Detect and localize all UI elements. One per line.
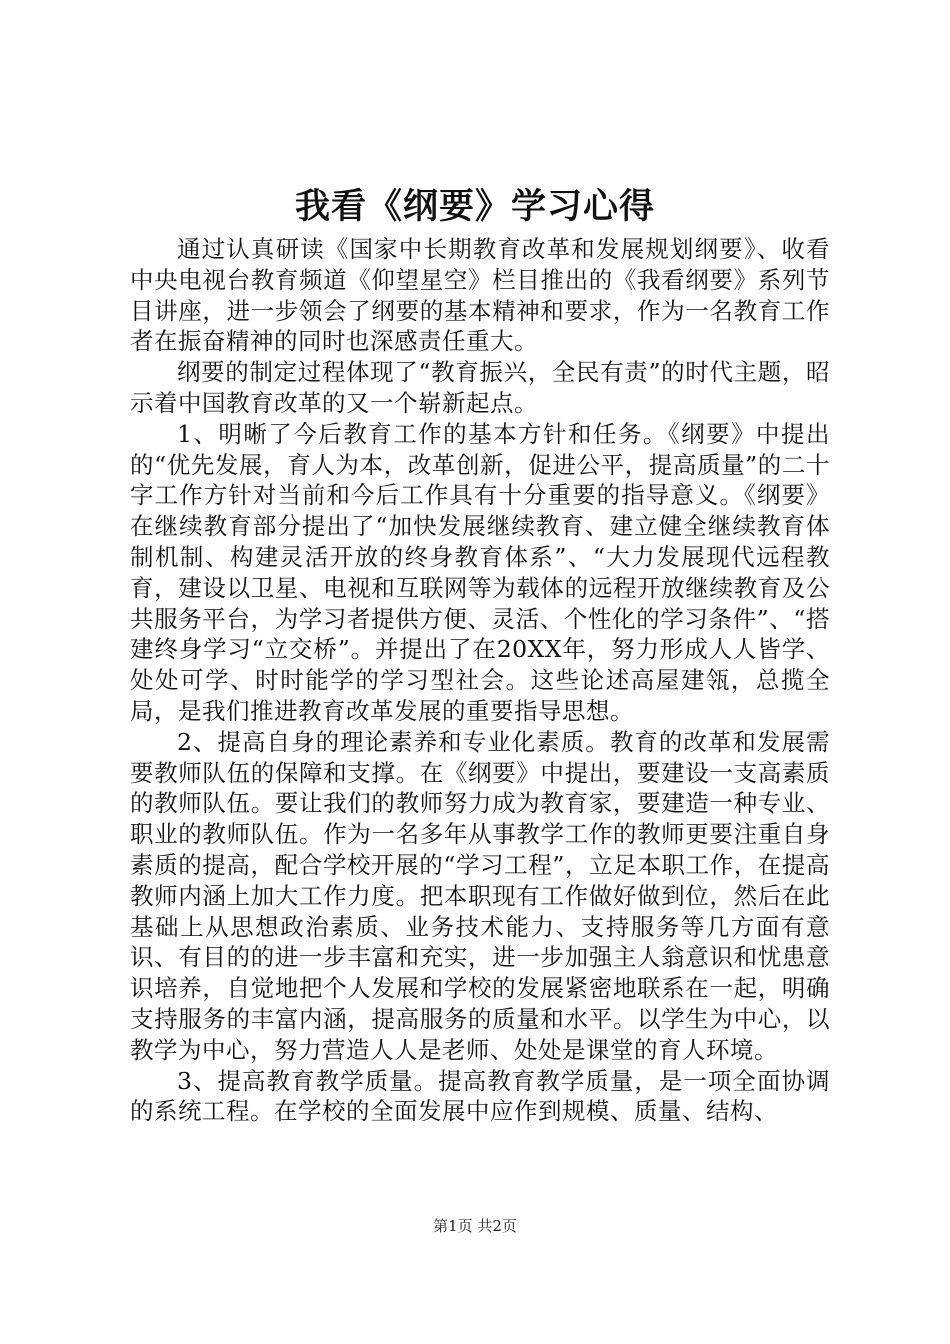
paragraph-point-3: 3、提高教育教学质量。提高教育教学质量，是一项全面协调的系统工程。在学校的全面发展中应作到规模、质量、结构、 (130, 1066, 830, 1126)
document-title: 我看《纲要》学习心得 (294, 186, 655, 227)
paragraph-point-1: 1、明晰了今后教育工作的基本方针和任务。《纲要》中提出的“优先发展，育人为本，改革创新，促进公平，提高质量”的二十字工作方针对当前和今后工作具有十分重要的指导意义。《纲要》在继续教育部分提出了“加快发展继续教育、建立健全继续教育体制机制、构建灵活开放的终身教育体系”、“大力发展现代远程教育，建设以卫星、电视和互联网等为载体的远程开放继续教育及公共服务平台，为学习者提供方便、灵活、个性化的学习条件”、“搭建终身学习“立交桥”。并提出了在20XX年，努力形成人人皆学、处处可学、时时能学的学习型社会。这些论述高屋建瓴，总揽全局，是我们推进教育改革发展的重要指导思想。 (130, 419, 830, 725)
paragraph-theme: 纲要的制定过程体现了“教育振兴，全民有责”的时代主题，昭示着中国教育改革的又一个崭新起点。 (130, 358, 830, 417)
paragraph-point-2: 2、提高自身的理论素养和专业化素质。教育的改革和发展需要教师队伍的保障和支撑。在《纲要》中提出，要建设一支高素质的教师队伍。要让我们的教师努力成为教育家，要建造一种专业、职业的教师队伍。作为一名多年从事教学工作的教师更要注重自身素质的提高，配合学校开展的“学习工程”，立足本职工作，在提高教师内涵上加大工作力度。把本职现有工作做好做到位，然后在此基础上从思想政治素质、业务技术能力、支持服务等几方面有意识、有目的的进一步丰富和充实，进一步加强主人翁意识和忧患意识培养，自觉地把个人发展和学校的发展紧密地联系在一起，明确支持服务的丰富内涵，提高服务的质量和水平。以学生为中心，以教学为中心，努力营造人人是老师、处处是课堂的育人环境。 (130, 727, 830, 1064)
paragraph-intro: 通过认真研读《国家中长期教育改革和发展规划纲要》、收看中央电视台教育频道《仰望星空》栏目推出的《我看纲要》系列节目讲座，进一步领会了纲要的基本精神和要求，作为一名教育工作者在振奋精神的同时也深感责任重大。 (130, 235, 830, 356)
document-body (130, 234, 830, 1127)
page-footer: 第1页 共2页 (433, 1217, 517, 1235)
